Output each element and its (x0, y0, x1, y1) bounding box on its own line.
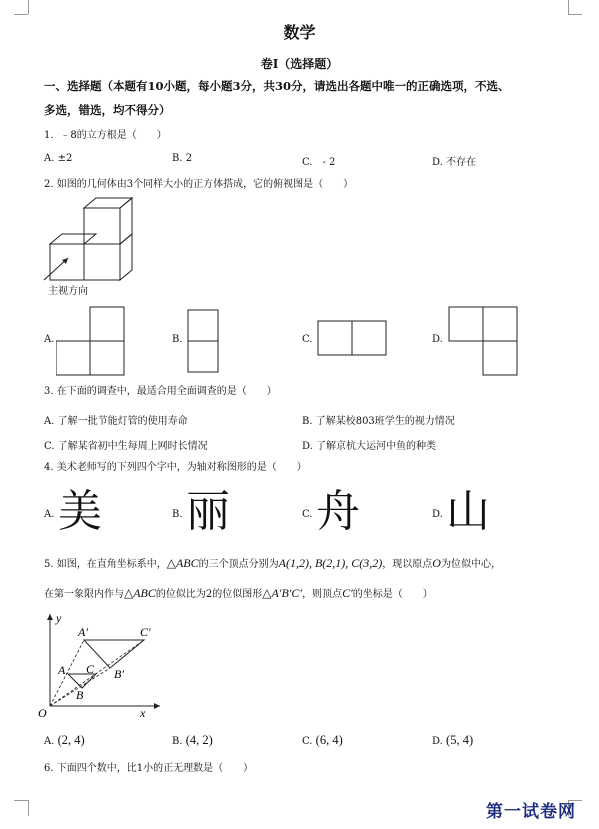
q5-option-a (44, 733, 85, 748)
question-4-stem: 4. 美术老师写的下列四个字中，为轴对称图形的是（ ） (44, 462, 307, 473)
question-5-stem-line-1 (44, 557, 501, 571)
q1-option-c: C. - 2 (302, 157, 336, 168)
q5-label-c: C (86, 662, 95, 676)
q5-triangle-abc-2: △ABC (124, 586, 156, 600)
q4-char-mei: 美 (58, 486, 102, 537)
q5-triangle-a2b2c2: △A′B′C′ (262, 586, 303, 600)
q5-text-1d: 为位似中心， (440, 559, 501, 570)
q5-vertex: C′ (342, 586, 353, 600)
q1-option-b: B. 2 (172, 153, 193, 164)
crop-mark-top-left-h (14, 14, 28, 15)
q5-label-a-prime: A′ (78, 625, 88, 639)
q4-char-li: 丽 (186, 486, 230, 537)
q5-coordinate-figure (36, 606, 166, 720)
q2-option-b-figure (186, 308, 220, 374)
q5-label-b: B (76, 688, 84, 702)
q3-option-d: D. 了解京杭大运河中鱼的种类 (302, 441, 437, 452)
q5-option-b-value: (4, 2) (185, 733, 213, 747)
crop-mark-top-right (568, 0, 569, 14)
crop-mark-top-left (28, 0, 29, 14)
q3-option-a: A. 了解一批节能灯管的使用寿命 (44, 416, 188, 427)
q5-label-x: x (140, 706, 146, 720)
question-1-stem: 1．﹣8的立方根是（ ） (44, 130, 167, 141)
q3-option-c: C. 了解某省初中生每周上网时长情况 (44, 441, 208, 452)
q4-option-a: A. (44, 509, 55, 520)
q5-text-1b: 的三个顶点分别为 (198, 559, 279, 570)
page-title: 数学 (283, 23, 316, 42)
instructions-line-2: 多选，错选，均不得分） (44, 103, 171, 117)
q5-option-c-letter: C. (302, 736, 313, 747)
q2-option-c: C. (302, 334, 313, 345)
q2-option-c-figure (316, 319, 390, 359)
q5-option-d-letter: D. (432, 736, 443, 747)
section-title: 卷Ⅰ（选择题） (260, 57, 339, 71)
q4-option-b: B. (172, 509, 183, 520)
q5-option-c (302, 733, 343, 748)
q5-points: A(1,2), B(2,1), C(3,2) (278, 556, 383, 570)
q2-option-a-figure (56, 305, 128, 377)
q5-text-2a: 在第一象限内作与 (44, 589, 124, 600)
watermark-logo: 第一试卷网 (486, 802, 576, 822)
q5-option-d-value: (5, 4) (446, 733, 474, 747)
q2-option-d-figure (447, 305, 521, 377)
q5-text-2d: 的坐标是（ ） (352, 589, 433, 600)
q5-text-1c: ，现以原点 (382, 559, 433, 570)
q2-option-d: D. (432, 334, 443, 345)
crop-mark-bottom-left-h (14, 800, 28, 801)
q5-option-a-value: (2, 4) (57, 733, 85, 747)
q5-option-b-letter: B. (172, 736, 183, 747)
q5-option-a-letter: A. (44, 736, 55, 747)
q3-option-b: B. 了解某校803班学生的视力情况 (302, 416, 455, 427)
crop-mark-top-right-h (568, 14, 582, 15)
q1-option-d: D. 不存在 (432, 157, 477, 168)
q2-cube-figure (40, 196, 140, 300)
q5-triangle-abc: △ABC (166, 556, 199, 570)
q1-option-a: A. ±2 (44, 153, 73, 164)
q5-origin: O (432, 556, 441, 570)
q4-char-shan: 山 (446, 486, 490, 537)
q5-label-c-prime: C′ (140, 625, 151, 639)
q5-text-2b: 的位似比为2的位似图形 (155, 589, 263, 600)
q5-option-d (432, 733, 473, 748)
q5-label-o: O (38, 706, 47, 720)
q5-option-c-value: (6, 4) (315, 733, 343, 747)
q5-option-b (172, 733, 213, 748)
q5-label-y: y (56, 611, 62, 625)
question-3-stem: 3. 在下面的调查中，最适合用全面调查的是（ ） (44, 386, 277, 397)
q5-text-1a: 5. 如图，在直角坐标系中， (44, 559, 167, 570)
q2-view-direction-label: 主视方向 (48, 286, 88, 297)
question-2-stem: 2. 如图的几何体由3个同样大小的正方体搭成，它的俯视图是（ ） (44, 179, 354, 190)
question-5-stem-line-2 (44, 587, 433, 601)
question-6-stem: 6. 下面四个数中，比1小的正无理数是（ ） (44, 763, 254, 774)
q5-label-b-prime: B′ (114, 667, 124, 681)
q4-option-d: D. (432, 509, 443, 520)
q4-option-c: C. (302, 509, 313, 520)
instructions-line-1: 一、选择题（本题有10小题，每小题3分，共30分，请选出各题中唯一的正确选项，不选、 (44, 79, 510, 93)
crop-mark-bottom-left (28, 800, 29, 816)
q5-text-2c: ，则顶点 (302, 589, 343, 600)
q2-option-a: A. (44, 334, 55, 345)
q5-label-a: A (58, 663, 66, 677)
q2-option-b: B. (172, 334, 183, 345)
q4-char-zhou: 舟 (316, 486, 360, 537)
